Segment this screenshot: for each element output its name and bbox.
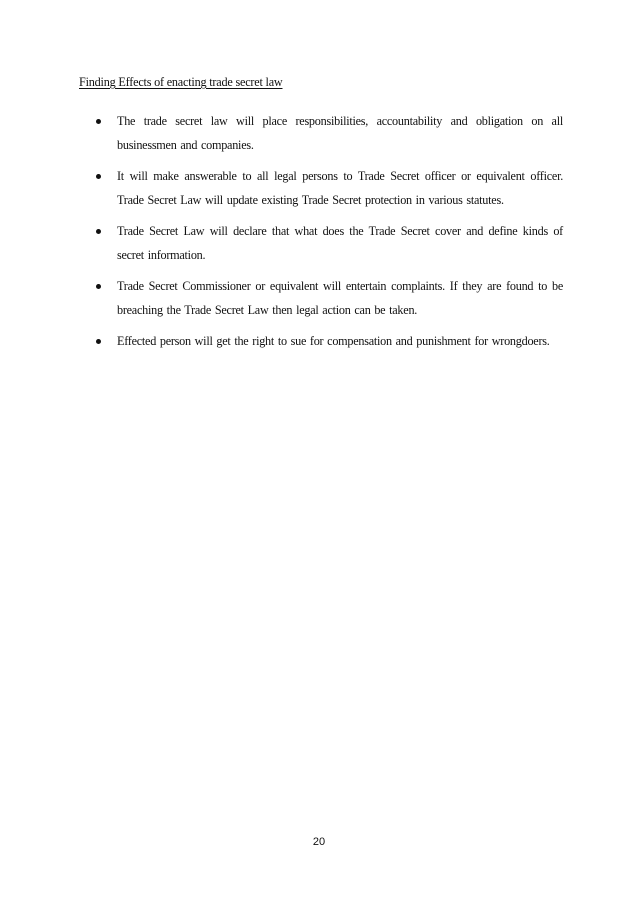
bullet-icon <box>96 229 101 234</box>
bullet-icon <box>96 284 101 289</box>
bullet-item <box>96 330 563 354</box>
bullet-item <box>96 275 563 322</box>
bullet-icon <box>96 339 101 344</box>
section-heading: Finding Effects of enacting trade secret law <box>79 75 283 89</box>
bullet-text: Trade Secret Law will declare that what does the Trade Secret cover and define kinds of secret information. <box>117 224 563 262</box>
bullet-icon <box>96 119 101 124</box>
bullet-icon <box>96 174 101 179</box>
bullet-text: Trade Secret Commissioner or equivalent will entertain complaints. If they are found to be breaching the Trade Secret Law then legal action can be taken. <box>117 279 563 317</box>
page-number: 20 <box>312 836 326 848</box>
bullet-list <box>96 110 563 362</box>
bullet-text: Effected person will get the right to sue for compensation and punishment for wrongdoers. <box>117 334 550 348</box>
bullet-text: The trade secret law will place responsibilities, accountability and obligation on all businessmen and companies. <box>117 114 563 152</box>
bullet-item <box>96 165 563 212</box>
bullet-item <box>96 110 563 157</box>
bullet-item <box>96 220 563 267</box>
bullet-text: It will make answerable to all legal persons to Trade Secret officer or equivalent officer. Trade Secret Law will update existing Trade Secret protection in various statutes. <box>117 169 563 207</box>
